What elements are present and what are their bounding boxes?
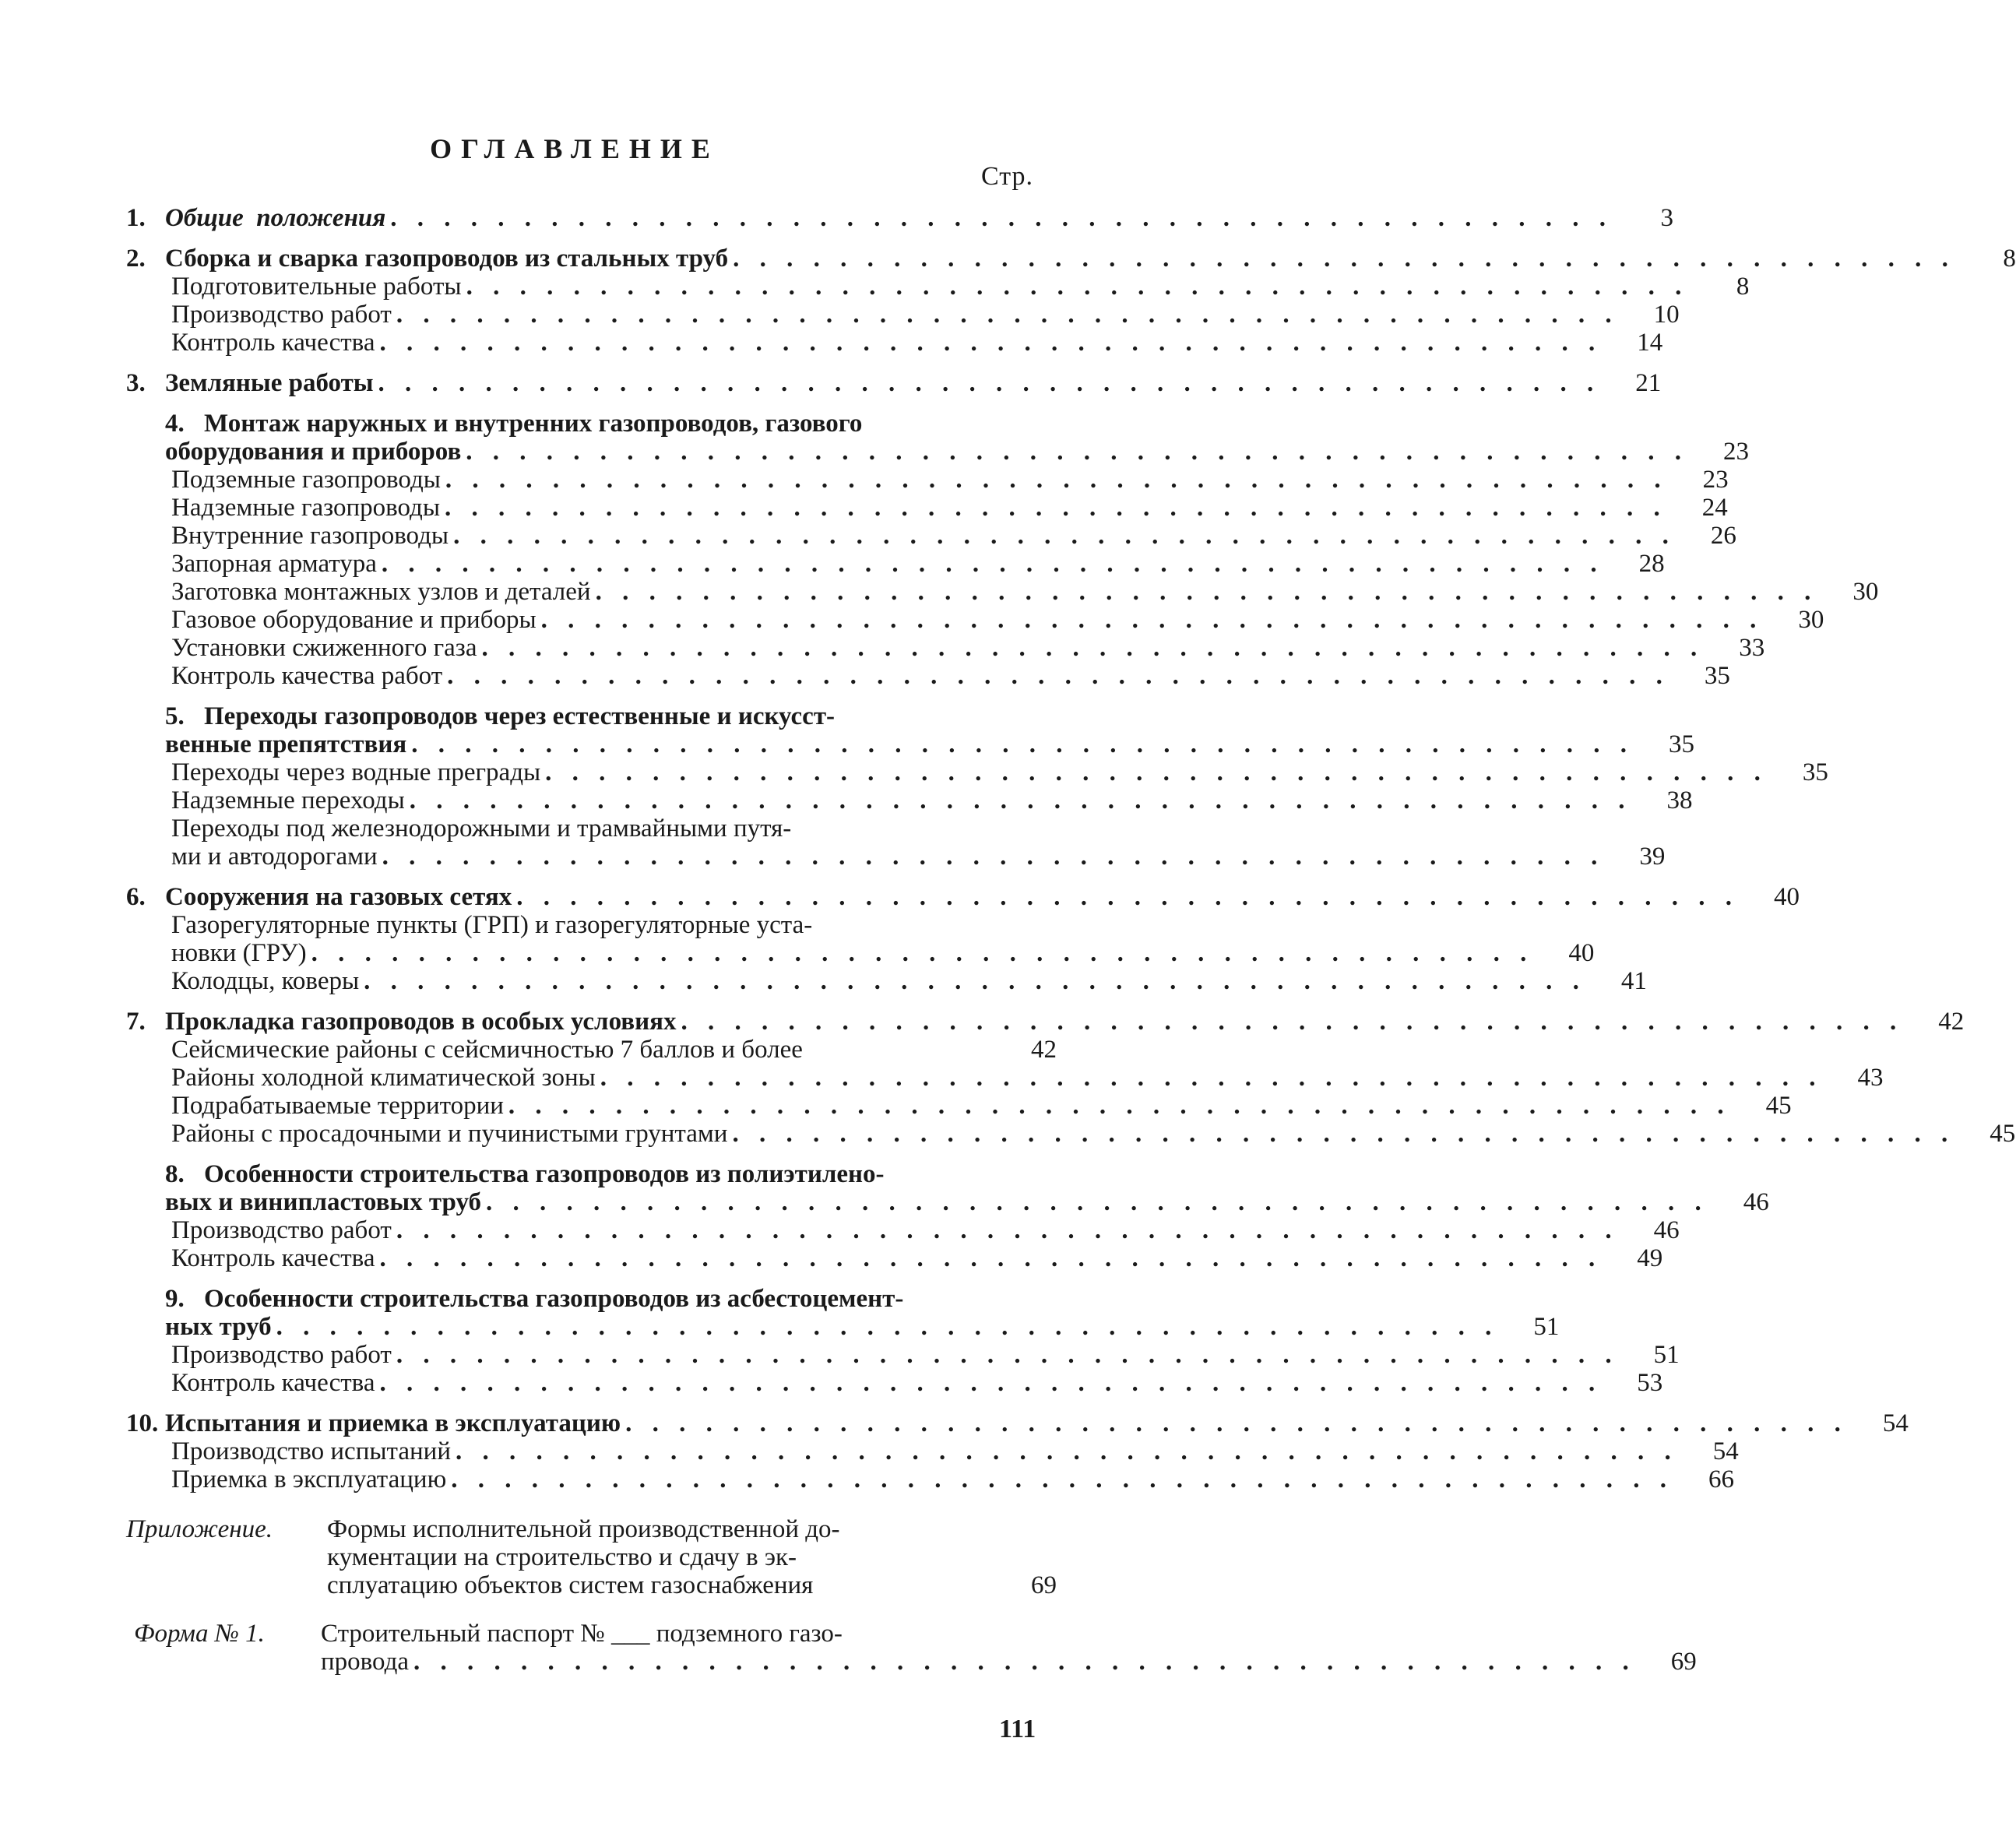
dot-leader: . . . . . . . . . . . . . . . . . . . . . . . . . . . . . . . . . . . . . . . . . . . . . .	[545, 758, 1768, 786]
dot-leader: . . . . . . . . . . . . . . . . . . . . . . . . . . . . . . . . . . . . . . . . . . . . . .	[276, 1313, 1499, 1341]
entry-title	[126, 730, 406, 758]
section-number: 5.	[165, 702, 185, 730]
entry-page: 53	[1637, 1369, 1663, 1397]
entry-title	[126, 911, 812, 939]
entry-page: 28	[1638, 550, 1665, 578]
dot-leader: . . . . . . . . . . . . . . . . . . . . . . . . . . . . . . . . . . . . . . . . . . . . . .	[379, 1369, 1603, 1397]
appendix-page: 69	[1031, 1571, 1057, 1599]
subsection-title: Производство работ	[171, 301, 392, 329]
entry-page: 26	[1710, 522, 1736, 550]
entry-page: 38	[1666, 786, 1693, 814]
dot-leader: . . . . . . . . . . . . . . . . . . . . . . . . . . . . . . . . . . . . . . . . . . . . . .	[379, 329, 1603, 357]
section-number: 3.	[126, 369, 146, 397]
dot-leader: . . . . . . . . . . . . . . . . . . . . . . . . . . . . . . . . . . . . . . . . . . . . . .	[396, 1341, 1619, 1369]
section-title: Сооружения на газовых сетях	[165, 883, 512, 911]
subsection	[126, 1092, 1792, 1120]
section-heading	[126, 1188, 1769, 1216]
subsection-title: Контроль качества работ	[171, 662, 443, 690]
entry-page: 3	[1660, 204, 1673, 232]
entry-page: 39	[1639, 843, 1666, 871]
section-number: 2.	[126, 245, 146, 273]
dot-leader: . . . . . . . . . . . . . . . . . . . . . . . . . . . . . . . . . . . . . . . . . . . . . .	[595, 578, 1818, 606]
entry-page: 46	[1743, 1188, 1769, 1216]
subsection-title: Районы холодной климатической зоны	[171, 1064, 596, 1092]
entry-title	[126, 1216, 392, 1244]
section-title: ных труб	[165, 1313, 272, 1341]
subsection-title: Переходы через водные преграды	[171, 758, 541, 786]
dot-leader: . . . . . . . . . . . . . . . . . . . . . . . . . . . . . . . . . . . . . . . . . . . . . .	[445, 494, 1667, 522]
subsection-title: Контроль качества	[171, 1244, 375, 1272]
entry-page: 30	[1852, 578, 1879, 606]
subsection	[126, 522, 1736, 550]
subsection	[126, 1036, 1057, 1064]
dot-leader: . . . . . . . . . . . . . . . . . . . . . . . . . . . . . . . . . . . . . . . . . . . . . .	[540, 606, 1764, 634]
entry-title	[126, 466, 441, 494]
entry-page: 21	[1635, 369, 1662, 397]
subsection-title-line: Переходы под железнодорожными и трамвайными путя-	[171, 814, 792, 843]
entry-page: 35	[1668, 730, 1694, 758]
dot-leader: . . . . . . . . . . . . . . . . . . . . . . . . . . . . . . . . . . . . . . . . . . . . . .	[681, 1008, 1904, 1036]
subsection	[126, 1216, 1680, 1244]
entry-title	[126, 606, 537, 634]
dot-leader: . . . . . . . . . . . . . . . . . . . . . . . . . . . . . . . . . . . . . . . . . . . . . .	[311, 939, 1534, 967]
section-title: Испытания и приемка в эксплуатацию	[165, 1409, 621, 1437]
dot-leader: . . . . . . . . . . . . . . . . . . . . . . . . . . . . . . . . . . . . . . . . . . . . . .	[508, 1092, 1731, 1120]
entry-page: 8	[2003, 245, 2016, 273]
toc-section	[126, 369, 1662, 397]
entry-page: 23	[1702, 466, 1729, 494]
subsection	[126, 494, 1728, 522]
form-label: Форма № 1.	[134, 1620, 265, 1648]
entry-title	[126, 494, 440, 522]
dot-leader: . . . . . . . . . . . . . . . . . . . . . . . . . . . . . . . . . . . . . . . . . . . . . .	[447, 662, 1669, 690]
entry-page: 35	[1802, 758, 1828, 786]
form-text-line: Строительный паспорт № ___ подземного газо-	[321, 1620, 843, 1648]
dot-leader: . . . . . . . . . . . . . . . . . . . . . . . . . . . . . . . . . . . . . . . . . . . . . .	[732, 1120, 1955, 1148]
section-heading-line	[126, 410, 1057, 438]
entry-title	[126, 273, 462, 301]
subsection-title: Надземные переходы	[171, 786, 405, 814]
subsection-title: Подземные газопроводы	[171, 466, 441, 494]
entry-title	[321, 1648, 409, 1676]
subsection-title: Производство работ	[171, 1341, 392, 1369]
entry-page: 46	[1653, 1216, 1680, 1244]
entry-title	[126, 702, 835, 730]
subsection-title: новки (ГРУ)	[171, 939, 307, 967]
toc-section	[126, 702, 1828, 871]
toc-section	[126, 410, 1879, 690]
appendix	[126, 1515, 1057, 1599]
toc-section	[126, 245, 2016, 357]
dot-leader: . . . . . . . . . . . . . . . . . . . . . . . . . . . . . . . . . . . . . . . . . . . . . .	[481, 634, 1705, 662]
subsection-title: Производство работ	[171, 1216, 392, 1244]
subsection	[126, 329, 1663, 357]
dot-leader: . . . . . . . . . . . . . . . . . . . . . . . . . . . . . . . . . . . . . . . . . . . . . .	[466, 273, 1689, 301]
section-title: венные препятствия	[165, 730, 407, 758]
entry-page: 33	[1739, 634, 1765, 662]
entry-page: 69	[1670, 1648, 1697, 1676]
subsection	[126, 1437, 1739, 1465]
subsection	[126, 967, 1647, 995]
dot-leader: . . . . . . . . . . . . . . . . . . . . . . . . . . . . . . . . . . . . . . . . . . . . . .	[411, 730, 1634, 758]
entry-title	[126, 786, 405, 814]
entry-title	[126, 1465, 446, 1493]
section-number: 4.	[165, 410, 185, 438]
subsection-title: Сейсмические районы с сейсмичностью 7 баллов и более	[171, 1036, 803, 1064]
subsection	[126, 1465, 1734, 1493]
subsection-title: Районы с просадочными и пучинистыми грунтами	[171, 1120, 728, 1148]
dot-leader: . . . . . . . . . . . . . . . . . . . . . . . . . . . . . . . . . . . . . . . . . . . . . .	[378, 369, 1601, 397]
subsection	[126, 1341, 1680, 1369]
entry-page: 43	[1857, 1064, 1884, 1092]
subsection	[126, 634, 1765, 662]
appendix-label: Приложение.	[126, 1515, 273, 1543]
dot-leader: . . . . . . . . . . . . . . . . . . . . . . . . . . . . . . . . . . . . . . . . . . . . . .	[466, 438, 1689, 466]
entry-page: 66	[1708, 1465, 1734, 1493]
entry-title	[126, 1008, 676, 1036]
dot-leader: . . . . . . . . . . . . . . . . . . . . . . . . . . . . . . . . . . . . . . . . . . . . . .	[396, 1216, 1619, 1244]
entry-page: 42	[1031, 1036, 1057, 1064]
entry-title	[126, 1188, 481, 1216]
entry-title	[126, 1285, 903, 1313]
dot-leader: . . . . . . . . . . . . . . . . . . . . . . . . . . . . . . . . . . . . . . . . . . . . . .	[625, 1409, 1848, 1437]
section-heading-line	[126, 702, 1057, 730]
subsection-title: Подготовительные работы	[171, 273, 462, 301]
dot-leader: . . . . . . . . . . . . . . . . . . . . . . . . . . . . . . . . . . . . . . . . . . . . . .	[413, 1648, 1636, 1676]
section-title-line: Особенности строительства газопроводов из асбестоцемент-	[204, 1285, 904, 1313]
entry-title	[126, 662, 442, 690]
subsection	[126, 1064, 1884, 1092]
subsection-title: Надземные газопроводы	[171, 494, 441, 522]
entry-page: 51	[1533, 1313, 1560, 1341]
subsection	[126, 1120, 2016, 1148]
subsection-line	[126, 911, 1057, 939]
entry-title	[126, 883, 512, 911]
section-heading	[126, 1313, 1560, 1341]
section-heading	[126, 883, 1800, 911]
dot-leader: . . . . . . . . . . . . . . . . . . . . . . . . . . . . . . . . . . . . . . . . . . . . . .	[600, 1064, 1823, 1092]
entry-page: 40	[1774, 883, 1800, 911]
subsection-title: Подрабатываемые территории	[171, 1092, 504, 1120]
subsection	[126, 758, 1828, 786]
section-title: оборудования и приборов	[165, 438, 462, 466]
section-title-line: Переходы газопроводов через естественные и искусст-	[204, 702, 836, 730]
entry-page: 10	[1653, 301, 1680, 329]
section-title: Общие положения	[165, 204, 386, 232]
entry-page: 14	[1637, 329, 1663, 357]
entry-page: 42	[1938, 1008, 1965, 1036]
page-number: 111	[999, 1715, 1036, 1743]
section-heading	[126, 1008, 1965, 1036]
entry-page: 49	[1637, 1244, 1663, 1272]
entry-title	[126, 550, 377, 578]
section-heading	[126, 369, 1662, 397]
toc-section	[126, 204, 1673, 232]
entry-title	[126, 369, 374, 397]
dot-leader: . . . . . . . . . . . . . . . . . . . . . . . . . . . . . . . . . . . . . . . . . . . . . .	[486, 1188, 1708, 1216]
toc-section	[126, 1409, 1909, 1493]
page-title: ОГЛАВЛЕНИЕ	[430, 133, 719, 164]
entry-title	[126, 1313, 272, 1341]
entry-title	[126, 1120, 727, 1148]
section-title: Сборка и сварка газопроводов из стальных труб	[165, 245, 729, 273]
appendix-text	[327, 1515, 1057, 1599]
entry-title	[126, 329, 375, 357]
subsection-title-line: Газорегуляторные пункты (ГРП) и газорегуляторные уста-	[171, 911, 813, 939]
section-number: 9.	[165, 1285, 185, 1313]
form-text-line: провода	[321, 1648, 410, 1676]
entry-page: 8	[1736, 273, 1750, 301]
dot-leader: . . . . . . . . . . . . . . . . . . . . . . . . . . . . . . . . . . . . . . . . . . . . . .	[456, 1437, 1678, 1465]
entry-title	[126, 578, 591, 606]
entry-title	[126, 1369, 375, 1397]
entry-title	[126, 1160, 885, 1188]
section-number: 10.	[126, 1409, 159, 1437]
dot-leader: . . . . . . . . . . . . . . . . . . . . . . . . . . . . . . . . . . . . . . . . . . . . . .	[453, 522, 1676, 550]
subsection-title: Контроль качества	[171, 329, 375, 357]
dot-leader: . . . . . . . . . . . . . . . . . . . . . . . . . . . . . . . . . . . . . . . . . . . . . .	[379, 1244, 1603, 1272]
entry-page: 41	[1620, 967, 1647, 995]
dot-leader: . . . . . . . . . . . . . . . . . . . . . . . . . . . . . . . . . . . . . . . . . . . . . .	[396, 301, 1619, 329]
appendix-text-line: Формы исполнительной производственной до-	[327, 1515, 840, 1543]
table-of-contents	[126, 204, 2016, 1676]
subsection	[126, 606, 1824, 634]
entry-title	[126, 758, 540, 786]
subsection	[126, 662, 1730, 690]
subsection	[126, 1369, 1663, 1397]
entry-title	[126, 1244, 375, 1272]
entry-title	[126, 438, 461, 466]
subsection	[126, 786, 1693, 814]
entry-title	[126, 1437, 451, 1465]
dot-leader: . . . . . . . . . . . . . . . . . . . . . . . . . . . . . . . . . . . . . . . . . . . . . .	[409, 786, 1632, 814]
section-heading	[126, 730, 1694, 758]
subsection	[126, 1244, 1663, 1272]
section-title: Прокладка газопроводов в особых условиях	[165, 1008, 677, 1036]
entry-title	[126, 939, 307, 967]
subsection-title: Производство испытаний	[171, 1437, 451, 1465]
section-number: 1.	[126, 204, 146, 232]
dot-leader: . . . . . . . . . . . . . . . . . . . . . . . . . . . . . . . . . . . . . . . . . . . . . .	[381, 550, 1604, 578]
toc-section	[126, 1160, 1769, 1272]
section-heading-line	[126, 1285, 1057, 1313]
dot-leader: . . . . . . . . . . . . . . . . . . . . . . . . . . . . . . . . . . . . . . . . . . . . . .	[364, 967, 1586, 995]
section-heading	[126, 1409, 1909, 1437]
appendix-text-line: сплуатацию объектов систем газоснабжения	[327, 1571, 814, 1599]
subsection-title: Контроль качества	[171, 1369, 375, 1397]
entry-title	[126, 814, 791, 843]
entry-page: 51	[1653, 1341, 1680, 1369]
subsection-line	[126, 814, 1057, 843]
entry-page: 45	[1765, 1092, 1792, 1120]
subsection	[126, 466, 1729, 494]
form-text	[321, 1620, 1697, 1676]
entry-title	[126, 1064, 596, 1092]
entry-page: 23	[1723, 438, 1750, 466]
entry-title	[126, 204, 385, 232]
section-heading	[126, 204, 1673, 232]
entry-title	[126, 245, 728, 273]
subsection	[126, 843, 1666, 871]
subsection	[126, 550, 1665, 578]
subsection	[126, 939, 1595, 967]
form-1-entry	[126, 1620, 1697, 1676]
appendix-text-line: кументации на строительство и сдачу в эк-	[327, 1543, 797, 1571]
entry-page: 40	[1568, 939, 1595, 967]
subsection	[126, 273, 1750, 301]
dot-leader: . . . . . . . . . . . . . . . . . . . . . . . . . . . . . . . . . . . . . . . . . . . . . .	[445, 466, 1668, 494]
toc-section	[126, 1285, 1680, 1397]
form-text-line-2	[321, 1648, 1697, 1676]
page-column-header: Стр.	[981, 162, 1034, 191]
section-number: 8.	[165, 1160, 185, 1188]
dot-leader: . . . . . . . . . . . . . . . . . . . . . . . . . . . . . . . . . . . . . . . . . . . . . .	[733, 245, 1955, 273]
entry-page: 30	[1798, 606, 1824, 634]
entry-page: 54	[1712, 1437, 1739, 1465]
entry-title	[126, 634, 477, 662]
dot-leader: . . . . . . . . . . . . . . . . . . . . . . . . . . . . . . . . . . . . . . . . . . . . . .	[382, 843, 1605, 871]
entry-title	[126, 1036, 803, 1064]
subsection-title: Внутренние газопроводы	[171, 522, 449, 550]
entry-title	[126, 1092, 504, 1120]
entry-title	[126, 1409, 621, 1437]
entry-page: 24	[1701, 494, 1728, 522]
entry-page: 54	[1882, 1409, 1909, 1437]
toc-section	[126, 1008, 2016, 1148]
section-title: вых и винипластовых труб	[165, 1188, 482, 1216]
entry-page: 45	[1990, 1120, 2016, 1148]
subsection-title: ми и автодорогами	[171, 843, 378, 871]
subsection-title: Заготовка монтажных узлов и деталей	[171, 578, 591, 606]
entry-title	[126, 410, 862, 438]
section-heading	[126, 245, 2016, 273]
section-number: 6.	[126, 883, 146, 911]
subsection-title: Колодцы, коверы	[171, 967, 360, 995]
section-title-line: Особенности строительства газопроводов из полиэтилено-	[204, 1160, 885, 1188]
subsection-title: Приемка в эксплуатацию	[171, 1465, 447, 1493]
dot-leader: . . . . . . . . . . . . . . . . . . . . . . . . . . . . . . . . . . . . . . . . . . . . . .	[451, 1465, 1673, 1493]
dot-leader: . . . . . . . . . . . . . . . . . . . . . . . . . . . . . . . . . . . . . . . . . . . . . .	[516, 883, 1739, 911]
subsection-title: Установки сжиженного газа	[171, 634, 477, 662]
subsection	[126, 578, 1879, 606]
entry-title	[126, 1341, 392, 1369]
subsection-title: Запорная арматура	[171, 550, 377, 578]
section-title-line: Монтаж наружных и внутренних газопроводов, газового	[204, 410, 863, 438]
entry-title	[126, 522, 449, 550]
section-number: 7.	[126, 1008, 146, 1036]
subsection-title: Газовое оборудование и приборы	[171, 606, 537, 634]
toc-section	[126, 883, 1800, 995]
entry-page: 35	[1704, 662, 1730, 690]
section-heading	[126, 438, 1750, 466]
subsection	[126, 301, 1680, 329]
entry-title	[126, 843, 378, 871]
entry-title	[126, 301, 392, 329]
section-title: Земляные работы	[165, 369, 374, 397]
entry-title	[126, 967, 359, 995]
dot-leader: . . . . . . . . . . . . . . . . . . . . . . . . . . . . . . . . . . . . . . . . . . . . . .	[390, 204, 1613, 232]
section-heading-line	[126, 1160, 1057, 1188]
